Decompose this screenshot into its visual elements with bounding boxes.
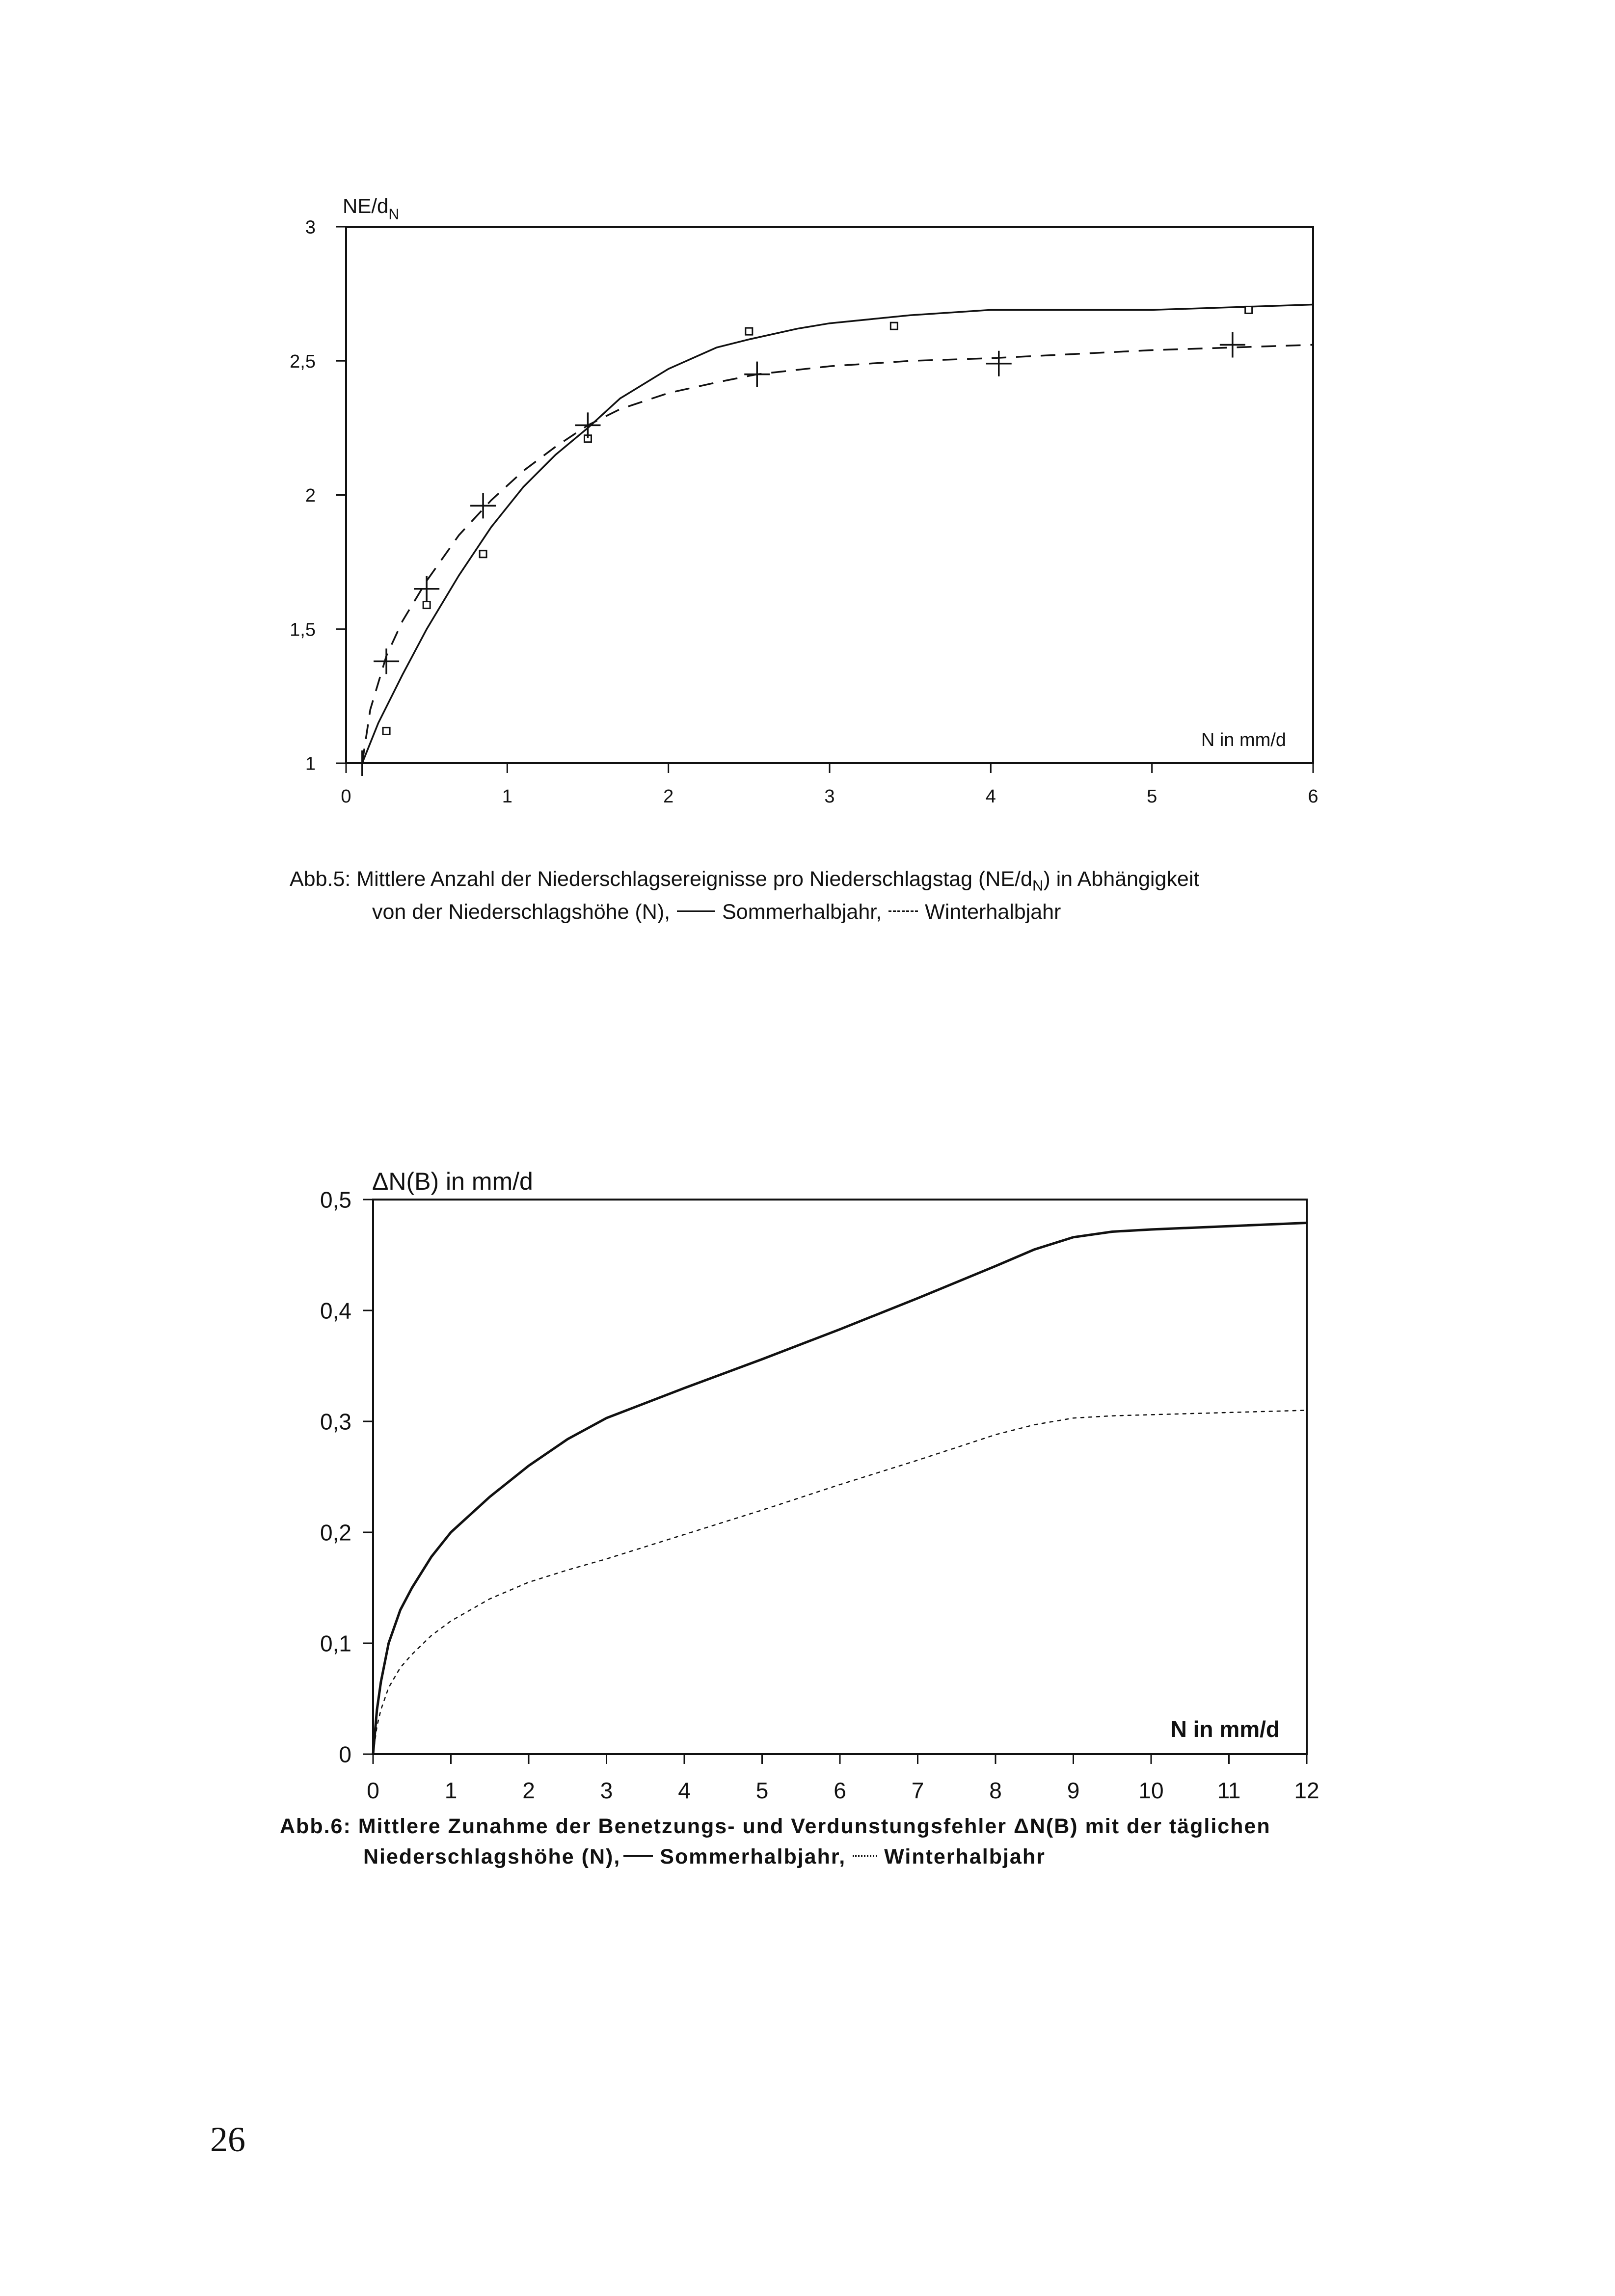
y-tick-label: 0,4 [320,1298,351,1324]
x-tick-label: 7 [911,1778,924,1803]
x-tick-label: 6 [834,1778,846,1803]
x-tick-label: 0 [367,1778,379,1803]
figure-5-legend-solid: Sommerhalbjahr, [722,900,882,924]
x-tick-label: 11 [1217,1778,1241,1803]
figure-5-caption-line-1 [290,864,1199,897]
x-tick-label: 10 [1138,1778,1164,1803]
series-line-dotted [373,1410,1307,1754]
y-tick-label: 0,5 [320,1187,351,1213]
y-tick-label: 0,1 [320,1630,351,1656]
x-tick-label: 2 [522,1778,535,1803]
legend-solid-line-sample [623,1855,653,1857]
y-axis-title: ΔN(B) in mm/d [372,1168,533,1195]
x-tick-label: 2 [663,786,674,807]
y-axis-title: $NE/d_N$ [343,194,400,223]
x-tick-label: 4 [678,1778,691,1803]
figure-6-legend-solid: Sommerhalbjahr, [660,1845,846,1869]
x-tick-label: 5 [1147,786,1157,807]
figure-6-caption [280,1811,1271,1872]
x-tick-label: 5 [755,1778,769,1803]
x-tick-label: 1 [502,786,512,807]
legend-dashed-line-sample [888,910,918,912]
x-tick-label: 3 [600,1778,613,1803]
page-number: 26 [210,2120,245,2159]
y-tick-label: 1,5 [290,619,316,641]
series-line-solid [373,1223,1307,1755]
y-tick-label: 0,3 [320,1409,351,1435]
x-tick-label: 9 [1067,1778,1080,1803]
y-tick-label: 2 [305,485,316,507]
y-tick-label: 1 [305,753,316,774]
figure-6-caption-line-2 [280,1842,1271,1872]
x-tick-label: 6 [1308,786,1319,807]
x-tick-label: 12 [1294,1778,1319,1803]
figure-6-caption-text-b: Niederschlagshöhe (N), [363,1845,621,1869]
x-tick-label: 8 [989,1778,1002,1803]
x-tick-label: 3 [824,786,835,807]
x-tick-label: 4 [985,786,996,807]
y-tick-label: 3 [305,217,316,238]
figure-6-caption-line-1 [280,1811,1271,1842]
y-tick-label: 0 [339,1741,351,1767]
figure-6-caption-label: Abb.6: [280,1815,351,1838]
figure-5-caption-line-2 [290,897,1199,927]
figure-6-caption-text-a: Mittlere Zunahme der Benetzungs- und Verdunstungsfehler ΔN(B) mit der täglichen [358,1815,1271,1838]
figure-5-caption-label: Abb.5: [290,867,351,891]
y-tick-label: 2,5 [290,351,316,372]
x-axis-title: N in mm/d [1170,1716,1280,1742]
legend-dotted-line-sample [853,1855,877,1857]
figure-5-caption [290,864,1199,928]
x-tick-label: 1 [444,1778,458,1803]
figure-5-caption-subscript: N [1032,877,1044,894]
figure-6-legend-dotted: Winterhalbjahr [884,1845,1046,1869]
y-axis-title-subscript: N [388,206,400,223]
legend-solid-line-sample [677,910,715,912]
y-tick-label: 0,2 [320,1520,351,1546]
figure-5-caption-text-b: ) in Abhängigkeit [1043,867,1200,891]
x-tick-label: 0 [341,786,351,807]
figure-5-caption-text-c: von der Niederschlagshöhe (N), [372,900,671,924]
figure-5-legend-dashed: Winterhalbjahr [925,900,1061,924]
x-axis-title: N in mm/d [1201,730,1286,750]
figure-5-caption-text-a: Mittlere Anzahl der Niederschlagsereignisse pro Niederschlagstag (NE/d [356,867,1032,891]
